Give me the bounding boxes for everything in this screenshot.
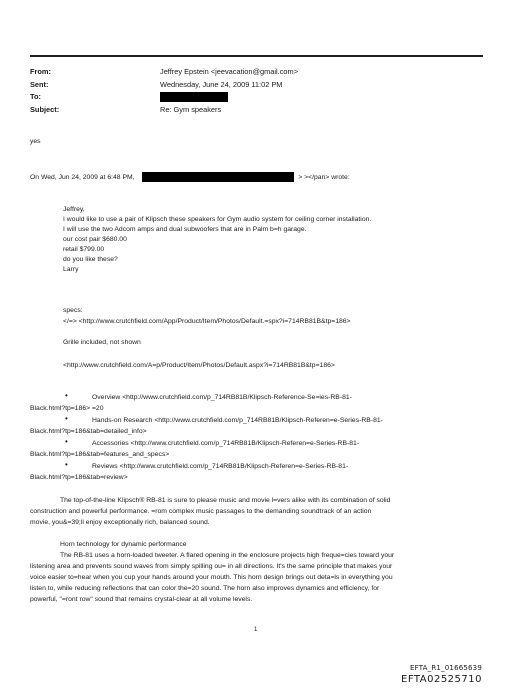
bullet-link-reviews-cont[interactable]: Black.html?tp=186&tab=review> [30,474,128,481]
description-paragraph: The top-of-the-line Klipsch® RB-81 is sure to please music and movie l=vers alike with its combination of solid [60,497,391,504]
grille-link[interactable]: <http://www.crutchfield.com/A=p/Product/Item/Photos/Default.aspx?i=714RB81B&tp=186> [63,362,335,369]
horn-paragraph: voice easier to=hear when you cup your hands around your mouth. This horn design brings out deta=ls in everything you [30,574,393,581]
bullet-link-accessories[interactable]: Accessories <http://www.crutchfield.com/p_714RB81B/Klipsch-Referen=e-Series-RB-81- [92,440,360,447]
footer-id-secondary: EFTA02525710 [401,674,482,685]
horn-paragraph: listen to, while reducing reflections that can color the=20 sound. The horn also improves dynamics and efficiency, for [30,585,380,592]
body-line: our cost pair $680.00 [63,236,127,243]
quote-intro [30,172,350,183]
body-line: retail $799.00 [63,246,105,253]
bullet-link-overview[interactable]: Overview <http://www.crutchfield.com/p_714RB81B/Klipsch-Reference-Se=ies-RB-81- [92,394,352,401]
quote-intro-after: > ></pan> wrote: [298,173,350,181]
bullet-link-reviews[interactable]: Reviews <http://www.crutchfield.com/p_714RB81B/Klipsch-Referen=e-Series-RB-81- [92,463,349,470]
bullet-glyph: • [65,437,68,446]
greeting: Jeffrey, [63,206,85,213]
description-paragraph: movie, you&=39;ll enjoy exceptionally rich, balanced sound. [30,519,210,526]
sender-redaction [142,172,294,182]
reply-text: yes [30,138,41,145]
page-number: 1 [254,627,258,633]
subject-label: Subject: [30,104,60,114]
sent-label: Sent: [30,79,49,89]
grille-note: Grille included, not shown [63,339,141,346]
from-label: From: [30,67,51,76]
body-line: I would like to use a pair of Klipsch these speakers for Gym audio system for ceiling corner installation. [63,216,372,223]
body-line: do you like these? [63,256,118,263]
bullet-link-overview-cont[interactable]: Black.html?tp=186> =20 [30,405,104,412]
specs-link[interactable]: </=> <http://www.crutchfield.com/App/Product/Item/Photos/Default.=spx?i=714RB81B&tp=186> [63,318,351,325]
bullet-link-research[interactable]: Hands-on Research <http://www.crutchfield.com/p_714RB81B/Klipsch-Referen=e-Series-RB-81- [92,417,383,424]
body-line: Larry [63,266,79,273]
horn-paragraph: listening area and prevents sound waves from simply spilling ou= in all directions. It's the same principle that makes your [30,563,393,570]
to-redaction [160,92,228,102]
sent-value: Wednesday, June 24, 2009 11:02 PM [160,79,283,89]
horn-paragraph: The RB-81 uses a horn-loaded tweeter. A flared opening in the enclosure projects high freque=cies toward your [60,552,395,559]
body-line: I will use the two Adcom amps and dual subwoofers that are in Palm b=h garage. [63,226,307,233]
bullet-glyph: • [65,414,68,423]
horn-paragraph: powerful, "=ront row" sound that remains crystal-clear at all volume levels. [30,596,253,603]
bullet-link-accessories-cont[interactable]: Black.html?tp=186&tab=features_and_specs> [30,451,170,458]
bullet-link-research-cont[interactable]: Black.html?tp=186&tab=detailed_info> [30,428,147,435]
from-value: Jeffrey Epstein <jeevacation@gmail.com> [160,67,299,76]
description-paragraph: construction and powerful performance. =rom complex music passages to the demanding soundtrack of an action [30,508,372,515]
specs-label: specs: [63,307,83,314]
subject-value: Re: Gym speakers [160,104,222,114]
horn-section-title: Horn technology for dynamic performance [60,541,187,548]
quote-intro-before: On Wed, Jun 24, 2009 at 6:48 PM, [30,173,135,181]
to-label: To: [30,92,41,101]
footer-id-primary: EFTA_R1_01665639 [410,664,482,672]
header-rule [30,55,483,57]
bullet-glyph: • [65,460,68,469]
email-header [30,66,490,116]
bullet-glyph: • [65,391,68,400]
